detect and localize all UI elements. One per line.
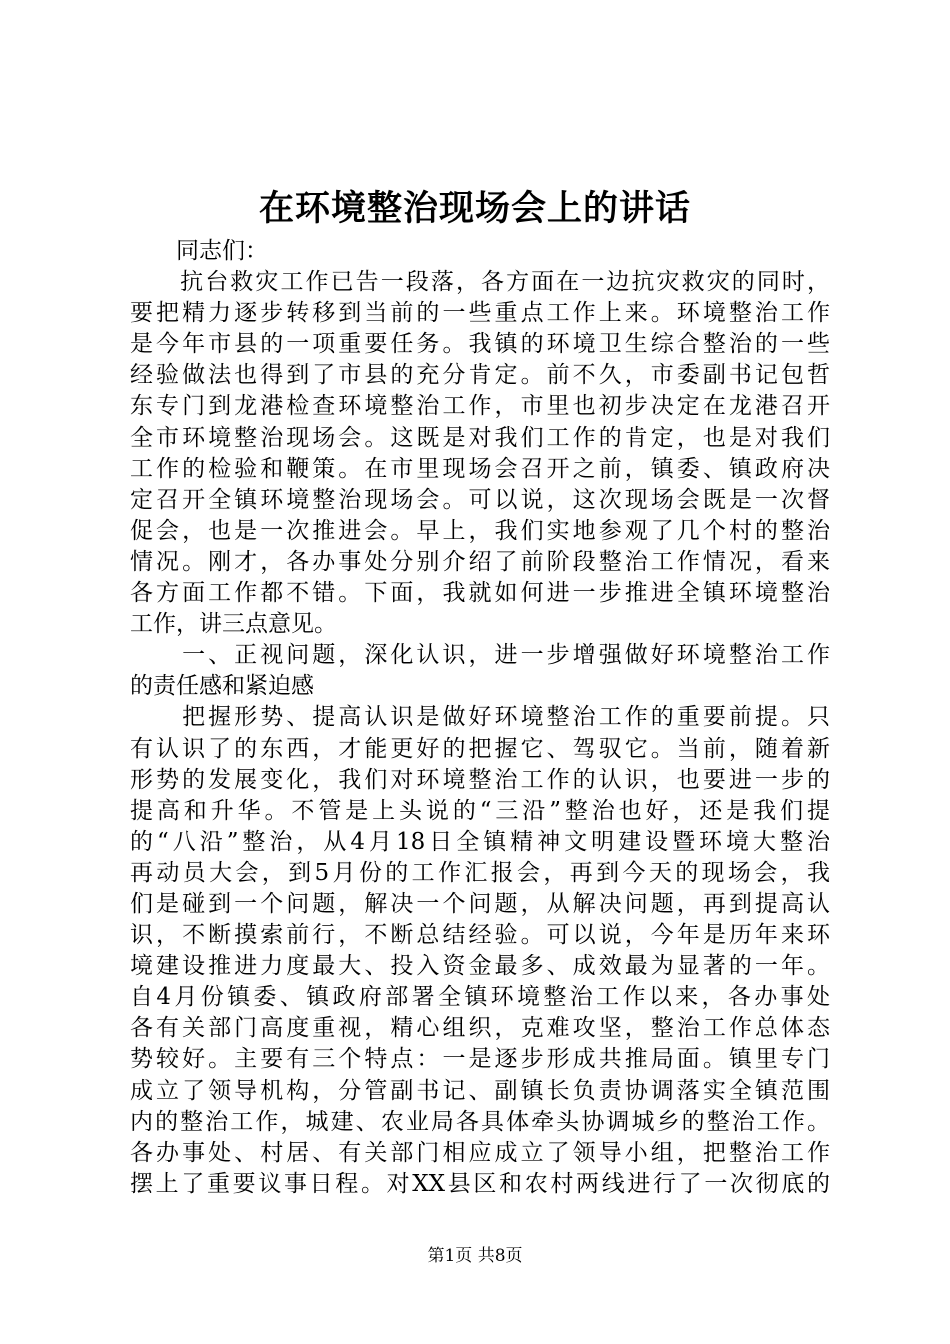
text-line: 的“八沿”整治，从4月18日全镇精神文明建设暨环境大整治 [130, 828, 830, 855]
text-line: 自4月份镇委、镇政府部署全镇环境整治工作以来，各办事处 [130, 984, 830, 1011]
text-line: 同志们： [130, 238, 268, 264]
text-line: 各办事处、村居、有关部门相应成立了领导小组，把整治工作 [130, 1139, 830, 1166]
text-line: 是今年市县的一项重要任务。我镇的环境卫生综合整治的一些 [130, 331, 830, 358]
text-line: 各方面工作都不错。下面，我就如何进一步推进全镇环境整治 [130, 580, 830, 607]
text-line: 摆上了重要议事日程。对XX县区和农村两线进行了一次彻底的 [130, 1170, 830, 1197]
document-title: 在环境整治现场会上的讲话 [258, 188, 691, 229]
text-line: 一、正视问题，深化认识，进一步增强做好环境整治工作 [130, 642, 830, 669]
text-line: 内的整治工作，城建、农业局各具体牵头协调城乡的整治工作。 [130, 1108, 830, 1135]
text-line: 抗台救灾工作已告一段落，各方面在一边抗灾救灾的同时， [130, 269, 830, 296]
text-line: 经验做法也得到了市县的充分肯定。前不久，市委副书记包哲 [130, 362, 830, 389]
text-line: 再动员大会，到5月份的工作汇报会，再到今天的现场会，我 [130, 859, 830, 886]
text-line: 有认识了的东西，才能更好的把握它、驾驭它。当前，随着新 [130, 735, 830, 762]
text-line: 工作的检验和鞭策。在市里现场会召开之前，镇委、镇政府决 [130, 455, 830, 482]
text-line: 全市环境整治现场会。这既是对我们工作的肯定，也是对我们 [130, 424, 830, 451]
document-body [130, 236, 830, 1200]
text-line: 要把精力逐步转移到当前的一些重点工作上来。环境整治工作 [130, 300, 830, 327]
text-line: 识，不断摸索前行，不断总结经验。可以说，今年是历年来环 [130, 922, 830, 949]
page-footer: 第1页 共8页 [427, 1246, 523, 1266]
text-line: 促会，也是一次推进会。早上，我们实地参观了几个村的整治 [130, 517, 830, 544]
text-line: 东专门到龙港检查环境整治工作，市里也初步决定在龙港召开 [130, 393, 830, 420]
text-line: 提高和升华。不管是上头说的“三沿”整治也好，还是我们提 [130, 797, 830, 824]
text-line: 各有关部门高度重视，精心组织，克难攻坚，整治工作总体态 [130, 1015, 830, 1042]
text-line: 境建设推进力度最大、投入资金最多、成效最为显著的一年。 [130, 953, 830, 980]
text-line: 形势的发展变化，我们对环境整治工作的认识，也要进一步的 [130, 766, 830, 793]
text-line: 们是碰到一个问题，解决一个问题，从解决问题，再到提高认 [130, 890, 830, 917]
text-line: 定召开全镇环境整治现场会。可以说，这次现场会既是一次督 [130, 486, 830, 513]
text-line: 情况。刚才，各办事处分别介绍了前阶段整治工作情况，看来 [130, 548, 830, 575]
text-line: 把握形势、提高认识是做好环境整治工作的重要前提。只 [130, 704, 830, 731]
text-line: 成立了领导机构，分管副书记、副镇长负责协调落实全镇范围 [130, 1077, 830, 1104]
text-line: 工作，讲三点意见。 [130, 611, 337, 638]
text-line: 势较好。主要有三个特点：一是逐步形成共推局面。镇里专门 [130, 1046, 830, 1073]
text-line: 的责任感和紧迫感 [130, 673, 314, 700]
